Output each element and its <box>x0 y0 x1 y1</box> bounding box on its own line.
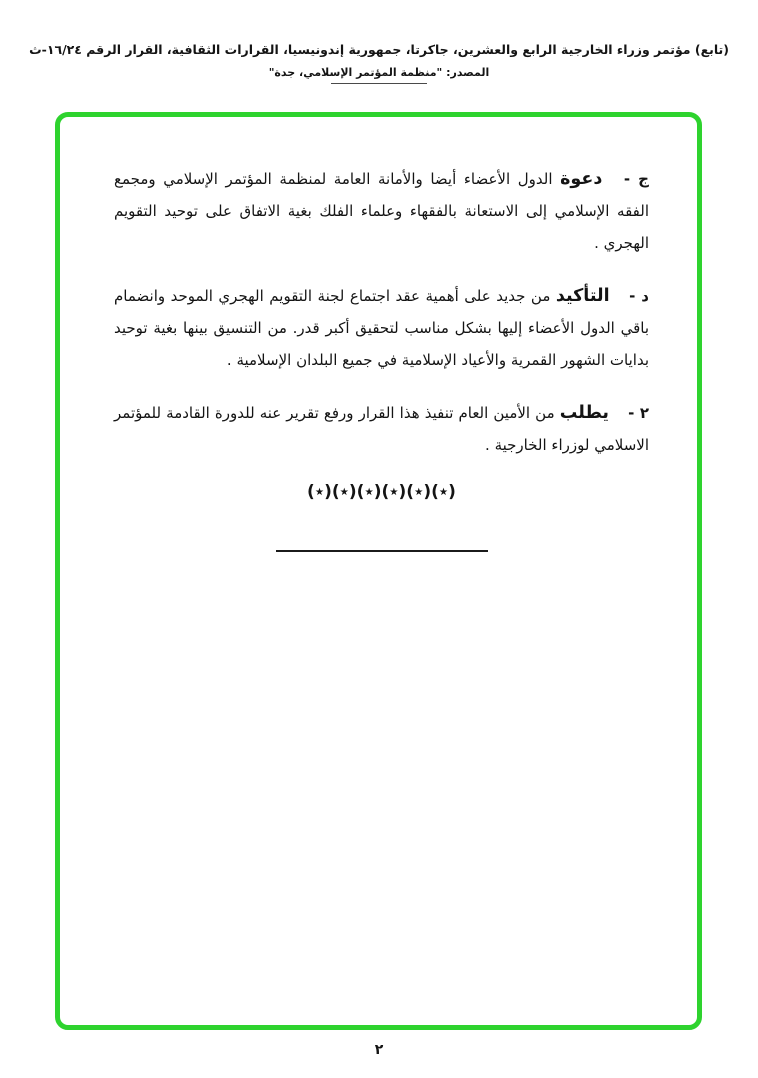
clause-lead-word: دعوة <box>560 169 603 189</box>
header-source-line: المصدر: "منظمة المؤتمر الإسلامي، جدة" <box>268 66 490 79</box>
clause-lead-word: يطلب <box>559 403 609 423</box>
page-number: ٢ <box>374 1042 384 1058</box>
closing-rule <box>276 550 488 552</box>
header-conference-title: (تابع) مؤتمر وزراء الخارجية الرابع والعشرين، جاكرتا، جمهورية إندونيسيا، القرارات الثقافية، القرار الرقم ١٦/٢٤-ث <box>29 42 729 57</box>
clause-marker: د - <box>629 287 649 305</box>
clause-marker: ج - <box>623 170 649 188</box>
clause-two <box>114 397 649 461</box>
document-header <box>0 42 758 84</box>
clause-lead-word: التأكيد <box>555 286 610 306</box>
clause-dal <box>114 280 649 376</box>
clause-text: الدول الأعضاء أيضا والأمانة العامة لمنظمة المؤتمر الإسلامي ومجمع الفقه الإسلامي إلى الاستعانة بالفقهاء وعلماء الفلك بغية الاتفاق على توحيد التقويم الهجري . <box>114 170 649 252</box>
clause-text: من جديد على أهمية عقد اجتماع لجنة التقويم الهجري الموحد وانضمام باقي الدول الأعضاء إليها بشكل مناسب لتحقيق أكبر قدر. من التنسيق بينها بغية توحيد بدايات الشهور القمرية والأعياد الإسلامية في جميع البلدان الإسلامية . <box>114 287 649 369</box>
header-underline <box>331 83 427 84</box>
clause-jeem <box>114 163 649 259</box>
clause-text: من الأمين العام تنفيذ هذا القرار ورفع تقرير عنه للدورة القادمة للمؤتمر الاسلامي لوزراء الخارجية . <box>114 404 649 454</box>
ornament-separator: (٭)(٭)(٭)(٭)(٭)(٭) <box>307 482 456 502</box>
green-border-frame <box>55 112 702 1030</box>
clause-marker: ٢ - <box>628 404 649 422</box>
document-body <box>60 117 697 552</box>
